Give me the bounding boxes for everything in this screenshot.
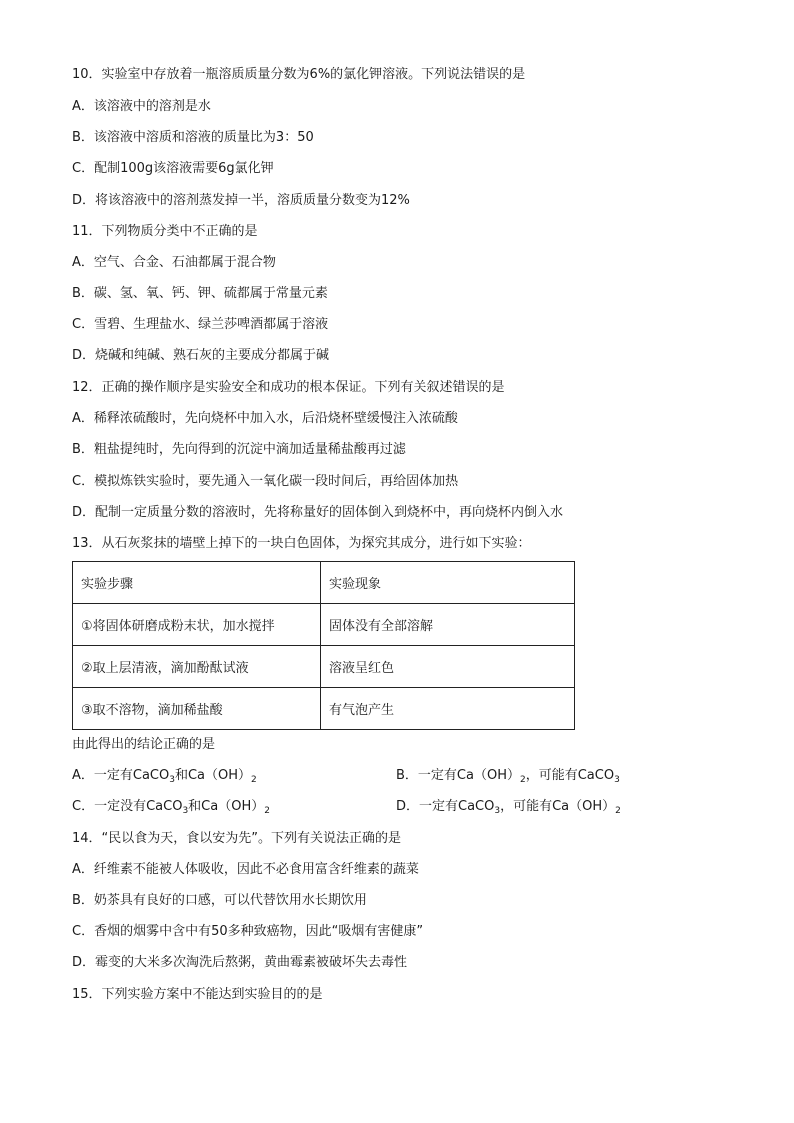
table-row [73, 688, 575, 730]
experiment-table [72, 561, 575, 730]
q12-stem: 12．正确的操作顺序是实验安全和成功的根本保证。下列有关叙述错误的是 [72, 380, 505, 395]
q14-option-b: B．奶茶具有良好的口感，可以代替饮用水长期饮用 [72, 893, 367, 908]
q13-option-b: B．一定有$Ca(OH)_2$，可能有CaCO$_3$ [396, 768, 620, 785]
q10-option-c: C．配制100g该溶液需要6g氯化钾 [72, 161, 274, 176]
table-row [73, 604, 575, 646]
q14-option-c: C．香烟的烟雾中含中有50多种致癌物，因此“吸烟有害健康” [72, 924, 424, 939]
table-header-row [73, 562, 575, 604]
table-cell: ①将固体研磨成粉末状，加水搅拌 [73, 604, 321, 646]
q10-option-a: A．该溶液中的溶剂是水 [72, 99, 211, 114]
q15-stem: 15．下列实验方案中不能达到实验目的的是 [72, 987, 323, 1002]
table-header-cell: 实验现象 [321, 562, 575, 604]
q11-option-d: D．烧碱和纯碱、熟石灰的主要成分都属于碱 [72, 348, 330, 363]
table-cell: ②取上层清液，滴加酚酞试液 [73, 646, 321, 688]
q12-option-d: D．配制一定质量分数的溶液时，先将称量好的固体倒入到烧杯中，再向烧杯内倒入水 [72, 505, 564, 520]
q11-stem: 11．下列物质分类中不正确的是 [72, 224, 258, 239]
table-row [73, 646, 575, 688]
q13-option-c: C．一定没有CaCO$_3$和$Ca(OH)_2$ [72, 799, 270, 816]
q13-option-d: D．一定有CaCO$_3$，可能有$Ca(OH)_2$ [396, 799, 621, 816]
q10-option-d: D．将该溶液中的溶剂蒸发掉一半，溶质质量分数变为12% [72, 193, 410, 208]
table-cell: 溶液呈红色 [321, 646, 575, 688]
q11-option-b: B．碳、氢、氧、钙、钾、硫都属于常量元素 [72, 286, 328, 301]
q12-option-b: B．粗盐提纯时，先向得到的沉淀中滴加适量稀盐酸再过滤 [72, 442, 406, 457]
q11-option-a: A．空气、合金、石油都属于混合物 [72, 255, 276, 270]
table-header-cell: 实验步骤 [73, 562, 321, 604]
table-cell: ③取不溶物，滴加稀盐酸 [73, 688, 321, 730]
q10-stem: 10．实验室中存放着一瓶溶质质量分数为6%的氯化钾溶液。下列说法错误的是 [72, 67, 526, 82]
q14-option-a: A．纤维素不能被人体吸收，因此不必食用富含纤维素的蔬菜 [72, 862, 419, 877]
q12-option-a: A．稀释浓硫酸时，先向烧杯中加入水，后沿烧杯壁缓慢注入浓硫酸 [72, 411, 458, 426]
q13-option-a: A．一定有CaCO$_3$和$Ca(OH)_2$ [72, 768, 257, 785]
q14-stem: 14．“民以食为天，食以安为先”。下列有关说法正确的是 [72, 831, 402, 846]
table-cell: 有气泡产生 [321, 688, 575, 730]
table-cell: 固体没有全部溶解 [321, 604, 575, 646]
q13-stem: 13．从石灰浆抹的墙壁上掉下的一块白色固体，为探究其成分，进行如下实验： [72, 536, 531, 551]
q12-option-c: C．模拟炼铁实验时，要先通入一氧化碳一段时间后，再给固体加热 [72, 474, 459, 489]
q11-option-c: C．雪碧、生理盐水、绿兰莎啤酒都属于溶液 [72, 317, 329, 332]
q13-conclusion: 由此得出的结论正确的是 [72, 737, 216, 752]
q10-option-b: B．该溶液中溶质和溶液的质量比为3：50 [72, 130, 314, 145]
q14-option-d: D．霉变的大米多次淘洗后熬粥，黄曲霉素被破坏失去毒性 [72, 955, 408, 970]
